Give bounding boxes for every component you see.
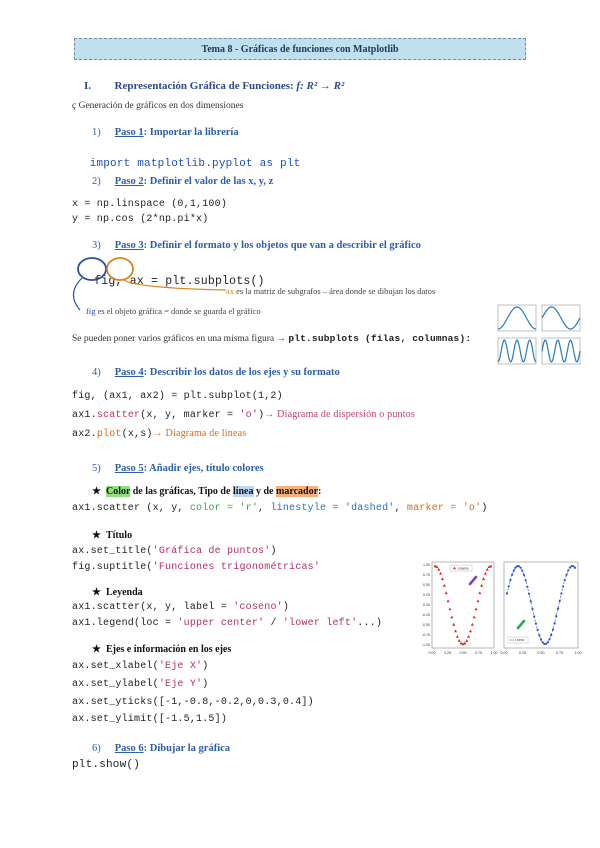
bullet-axes [92, 644, 231, 655]
bullet-icon: ç [72, 101, 79, 111]
step-2-number: 2) [92, 176, 101, 187]
step-6-number: 6) [92, 743, 101, 754]
axes-code-1-s: 'Eje X' [158, 661, 203, 672]
section-heading-text: Representación Gráfica de Funciones: [114, 80, 294, 92]
x-tick-label: 0.00 [428, 651, 436, 655]
x-tick-label: 0.00 [500, 651, 508, 655]
step-6-heading [92, 743, 230, 754]
bullet-color-colon: : [318, 486, 322, 497]
title-code-2-a: fig.suptitle( [72, 562, 153, 573]
x-tick-label: 0.25 [519, 651, 526, 655]
step-1-text: : Importar la librería [143, 127, 239, 138]
legend-code-2-m: / [264, 618, 283, 629]
y-tick-label: -0.75 [421, 633, 430, 637]
star-icon: ★ [92, 644, 101, 655]
title-code-1-e: ) [270, 546, 277, 557]
code-fig: fig [94, 275, 116, 288]
star-icon: ★ [92, 530, 101, 541]
example-plots-image [408, 558, 584, 660]
x-tick-label: 0.50 [537, 651, 545, 655]
left-plot-frame [432, 562, 494, 648]
legend-code-1-a: ax1.scatter(x, y, label = [72, 602, 234, 613]
step-5-number: 5) [92, 463, 101, 474]
legend-code-1-s: 'coseno' [233, 602, 283, 613]
section-heading [84, 80, 344, 92]
title-code-1-a: ax.set_title( [72, 546, 153, 557]
intro-line [72, 101, 243, 111]
fig-note-text: es el objeto gráfica = donde se guarda el gráfico [97, 306, 261, 316]
step-4-code-2 [72, 409, 415, 421]
legend-label-seno: seno [517, 638, 525, 643]
axes-code-2-a: ax.set_ylabel( [72, 679, 159, 690]
scatter-note: → Diagrama de dispersión o puntos [264, 409, 416, 420]
color-code-linestyle: linestyle = 'dashed' [270, 503, 395, 514]
bullet-title-text: Título [105, 530, 133, 541]
subplot-cell [498, 305, 536, 331]
y-tick-label: 0.50 [423, 583, 430, 587]
step-4-code-3 [72, 428, 246, 440]
color-code-sep: , [258, 503, 271, 514]
step-3-heading [92, 240, 421, 251]
bullet-axes-text: Ejes e información en los ejes [105, 644, 232, 655]
step-1-number: 1) [92, 127, 101, 138]
x-tick-label: 0.50 [459, 651, 467, 655]
color-code-end: ) [481, 503, 488, 514]
subplot-cell [542, 305, 580, 331]
fig-circle-icon [78, 258, 106, 280]
y-tick-label: -0.25 [421, 613, 430, 617]
color-code-color: color = 'r' [189, 503, 259, 514]
bullet-legend-text: Leyenda [105, 587, 143, 598]
x-tick-label: 0.75 [475, 651, 482, 655]
section-numeral: I. [84, 80, 92, 92]
code-plot: plot [96, 429, 122, 440]
bullet-legend [92, 587, 143, 598]
legend-code-2-s2: 'lower left' [282, 618, 358, 629]
step-3-text: : Definir el formato y los objetos que van a describir el gráfico [143, 240, 421, 251]
color-code-a: ax1.scatter (x, y, [72, 503, 190, 514]
multi-plot-code: plt.subplots (filas, columnas): [288, 333, 472, 344]
step-6-text: : Dibujar la gráfica [143, 743, 231, 754]
axes-code-2-e: ) [202, 679, 209, 690]
legend-code-2-s1: 'upper center' [177, 618, 265, 629]
step-6-label: Paso 6 [114, 743, 144, 754]
step-2-code-1: x = np.linspace (0,1,100) [72, 199, 228, 210]
axes-code-1-e: ) [202, 661, 209, 672]
axes-code-2-s: 'Eje Y' [158, 679, 203, 690]
axes-code-3: ax.set_yticks([-1,-0.8,-0.2,0,0.3,0.4]) [72, 697, 314, 708]
bullet-color-mid: de las gráficas, Tipo de [130, 486, 233, 497]
step-1-heading [92, 127, 239, 138]
code-ax1: ax1. [72, 410, 97, 421]
ax-note-label: ax [226, 286, 235, 296]
step-5-heading [92, 463, 264, 474]
ax-circle-icon [107, 258, 133, 280]
bullet-color [92, 486, 321, 497]
step-1-code [76, 146, 300, 170]
axes-code-1 [72, 661, 208, 672]
ax-arrow-icon [124, 280, 226, 290]
fig-note [86, 306, 261, 316]
bullet-title [92, 530, 132, 541]
bullet-color-y: y de [253, 486, 276, 497]
step-2-label: Paso 2 [114, 176, 144, 187]
x-tick-label: 0.75 [556, 651, 563, 655]
multi-plot-line [72, 333, 471, 344]
legend-code-2 [72, 618, 382, 629]
page-title: Tema 8 - Gráficas de funciones con Matplotlib [201, 43, 399, 55]
legend-code-2-a: ax1.legend(loc = [72, 618, 178, 629]
axes-code-1-a: ax.set_xlabel( [72, 661, 159, 672]
y-tick-label: 0.75 [423, 573, 430, 577]
code-ax: ax [129, 275, 144, 288]
step-2-heading [92, 176, 273, 187]
section-formula: f: R² → R² [296, 80, 345, 92]
star-icon: ★ [92, 486, 101, 497]
code-args: (x, y, marker = [140, 410, 240, 421]
x-tick-label: 1.00 [490, 651, 498, 655]
y-tick-label: -0.50 [421, 623, 430, 627]
x-tick-label: 0.25 [444, 651, 451, 655]
ax-note [226, 286, 435, 296]
legend-code-2-e: ...) [357, 618, 383, 629]
step-1-label: Paso 1 [114, 127, 144, 138]
step-3-code: fig, ax = plt.subplots() [94, 275, 265, 288]
code-close: ) [258, 410, 265, 421]
ax-note-text: es la matriz de subgrafos – área donde se dibujan los datos [236, 286, 436, 296]
step-5-label: Paso 5 [114, 463, 144, 474]
star-icon: ★ [92, 587, 101, 598]
marcador-word: marcador [276, 486, 319, 497]
step-3-number: 3) [92, 240, 101, 251]
step-4-number: 4) [92, 367, 101, 378]
step-2-text: : Definir el valor de las x, y, z [143, 176, 274, 187]
legend-code-1 [72, 602, 289, 613]
code-plot-args: (x,s) [121, 429, 153, 440]
subplot-cell [498, 338, 536, 364]
y-tick-label: -1.00 [421, 643, 430, 647]
step-6-code: plt.show() [72, 759, 141, 771]
x-tick-label: 1.00 [574, 651, 582, 655]
code-scatter: scatter [96, 410, 141, 421]
step-5-text: : Añadir ejes, título colores [143, 463, 264, 474]
subplot-cell [542, 338, 580, 364]
axes-code-4: ax.set_ylimit([-1.5,1.5]) [72, 714, 228, 725]
title-code-2-s: 'Funciones trigonométricas' [152, 562, 321, 573]
linea-word: línea [232, 486, 254, 497]
step-4-label: Paso 4 [114, 367, 144, 378]
fig-arrow-icon [73, 278, 82, 310]
import-code: import matplotlib.pyplot as plt [89, 158, 301, 170]
code-subplots: = plt.subplots() [151, 275, 265, 288]
color-code-marker: marker = 'o' [406, 503, 482, 514]
y-tick-label: 1.00 [423, 563, 430, 567]
plot-note: → Diagrama de líneas [152, 428, 247, 439]
legend-label-coseno: coseno [458, 566, 469, 571]
fig-note-label: fig [86, 306, 96, 316]
step-4-code-1: fig, (ax1, ax2) = plt.subplot(1,2) [72, 391, 283, 402]
subplots-grid-image [494, 303, 582, 369]
color-code-sep2: , [394, 503, 407, 514]
color-word: Color [105, 486, 131, 497]
y-tick-label: 0.25 [423, 593, 430, 597]
code-marker: 'o' [239, 410, 259, 421]
y-tick-label: 0.00 [423, 603, 430, 607]
title-code-1-s: 'Gráfica de puntos' [152, 546, 271, 557]
multi-plot-text: Se pueden poner varios gráficos en una misma figura → [72, 334, 286, 344]
step-4-text: : Describir los datos de los ejes y su formato [143, 367, 340, 378]
axes-code-2 [72, 679, 208, 690]
title-code-1 [72, 546, 277, 557]
step-2-code-2: y = np.cos (2*np.pi*x) [72, 214, 209, 225]
intro-text: Generación de gráficos en dos dimensiones [78, 101, 244, 111]
step-4-heading [92, 367, 340, 378]
legend-code-1-e: ) [282, 602, 290, 613]
page-title-banner [74, 38, 526, 60]
code-ax2: ax2. [72, 429, 97, 440]
color-code [72, 503, 488, 514]
title-code-2 [72, 562, 320, 573]
step-3-label: Paso 3 [114, 240, 144, 251]
